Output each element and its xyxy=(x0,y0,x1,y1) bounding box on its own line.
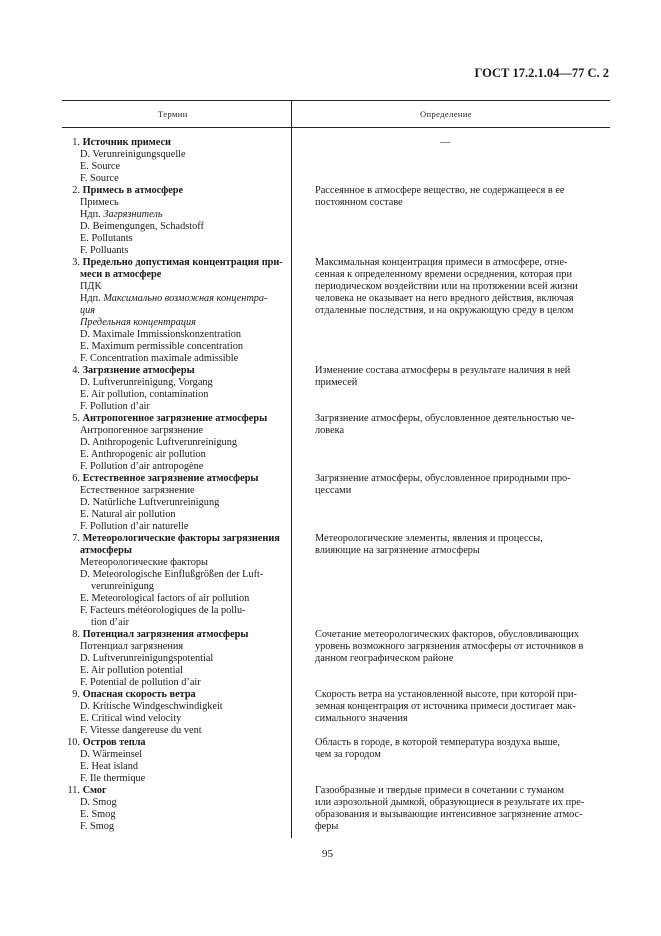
term-name-line xyxy=(66,473,286,485)
term-variant-line xyxy=(66,173,286,185)
term-definition xyxy=(315,533,599,557)
term-variant-line xyxy=(66,305,286,317)
term-name: Естественное загрязнение атмосферы xyxy=(82,473,259,484)
definition-line: чем за городом xyxy=(315,749,381,760)
term-name: Примесь в атмосфере xyxy=(82,185,184,196)
column-header-term: Термин xyxy=(158,109,188,119)
term-variant-line xyxy=(66,761,286,773)
term-variant: F. Ile thermique xyxy=(80,773,146,784)
term-number: 11. xyxy=(67,785,80,796)
definition-line: примесей xyxy=(315,377,358,388)
term-variant: F. Concentration maximale admissible xyxy=(80,353,239,364)
definition-line: влияющие на загрязнение атмосферы xyxy=(315,545,480,556)
definition-line: Максимальная концентрация примеси в атмосфере, отне- xyxy=(315,257,568,268)
term-variant-line xyxy=(66,377,286,389)
term-number: 3. xyxy=(72,257,80,268)
term-name: Смог xyxy=(82,785,107,796)
term-variant-line xyxy=(66,233,286,245)
term-number: 6. xyxy=(72,473,80,484)
term-variant: E. Anthropogenic air pollution xyxy=(80,449,206,460)
term-name: Загрязнение атмосферы xyxy=(82,365,195,376)
term-variant: D. Meteorologische Einflußgrößen der Luft- xyxy=(80,569,264,580)
term-variant: F. Smog xyxy=(80,821,115,832)
definition-line: феры xyxy=(315,821,339,832)
term-definition xyxy=(315,473,599,497)
term-variant-line xyxy=(66,437,286,449)
column-header-definition: Определение xyxy=(420,109,472,119)
term-entry xyxy=(66,137,286,185)
term-variant: Потенциал загрязнения xyxy=(80,641,184,652)
empty-definition-dash: — xyxy=(440,137,451,148)
definition-line: земная концентрация от источника примеси достигает мак- xyxy=(315,701,576,712)
term-variant-line xyxy=(66,221,286,233)
definition-line: Газообразные и твердые примеси в сочетании с туманом xyxy=(315,785,565,796)
term-name: Предельно допустимая концентрация при- xyxy=(82,257,283,268)
table-top-rule xyxy=(62,100,610,101)
definition-line: Рассеянное в атмосфере вещество, не содержащееся в ее xyxy=(315,185,565,196)
term-variant-line xyxy=(66,725,286,737)
term-variant-line xyxy=(66,797,286,809)
term-variant-line xyxy=(66,329,286,341)
term-variant: F. Pollution d’air xyxy=(80,401,150,412)
term-variant-line xyxy=(66,317,286,329)
term-number: 10. xyxy=(67,737,80,748)
term-variant-line xyxy=(66,209,286,221)
term-entry xyxy=(66,185,286,257)
definition-line: цессами xyxy=(315,485,352,496)
term-variant: E. Source xyxy=(80,161,121,172)
term-variant-line xyxy=(66,641,286,653)
document-code-header: ГОСТ 17.2.1.04—77 С. 2 xyxy=(474,66,609,80)
term-variant: D. Smog xyxy=(80,797,117,808)
term-number: 9. xyxy=(72,689,80,700)
term-variant-line xyxy=(66,425,286,437)
term-variant-line xyxy=(66,701,286,713)
term-variant: D. Kritische Windgeschwindigkeit xyxy=(80,701,223,712)
term-variant-line xyxy=(66,773,286,785)
term-variant-line xyxy=(66,293,286,305)
term-name-line xyxy=(66,785,286,797)
term-name-line xyxy=(66,257,286,269)
term-name: Антропогенное загрязнение атмосферы xyxy=(82,413,268,424)
term-variant: tion d’air xyxy=(91,617,130,628)
term-variant: F. Pollution d’air naturelle xyxy=(80,521,189,532)
table-header-rule xyxy=(62,127,610,128)
term-number: 4. xyxy=(72,365,80,376)
term-variant: verunreinigung xyxy=(91,581,154,592)
term-variant: E. Maximum permissible concentration xyxy=(80,341,243,352)
term-variant-line xyxy=(66,389,286,401)
term-name: Источник примеси xyxy=(82,137,171,148)
term-definition xyxy=(315,257,599,317)
term-variant: E. Air pollution potential xyxy=(80,665,183,676)
term-name-line xyxy=(66,137,286,149)
term-variant: E. Natural air pollution xyxy=(80,509,176,520)
definition-line: уровень возможного загрязнения атмосферы от источников в xyxy=(315,641,584,652)
term-definition xyxy=(315,737,599,761)
term-entry xyxy=(66,629,286,689)
term-variant-line xyxy=(66,749,286,761)
term-name: Остров тепла xyxy=(82,737,146,748)
term-variant: E. Meteorological factors of air pollution xyxy=(80,593,250,604)
term-name-line xyxy=(66,533,286,545)
term-entry xyxy=(66,737,286,785)
term-variant: E. Heat island xyxy=(80,761,139,772)
definition-line: сенная к определенному времени осреднения, которая при xyxy=(315,269,572,280)
term-variant: Загрязнитель xyxy=(103,209,163,220)
definition-line: человека не оказывает на него вредного действия, включая xyxy=(315,293,574,304)
term-variant-line xyxy=(66,149,286,161)
term-variant: Метеорологические факторы xyxy=(80,557,208,568)
term-variant-line xyxy=(66,461,286,473)
term-entry xyxy=(66,533,286,629)
definition-line: постоянном составе xyxy=(315,197,403,208)
definition-line: Скорость ветра на установленной высоте, при которой при- xyxy=(315,689,577,700)
term-variant-line xyxy=(66,509,286,521)
term-variant: E. Smog xyxy=(80,809,116,820)
term-variant: D. Luftverunreinigungspotential xyxy=(80,653,214,664)
definition-line: Метеорологические элементы, явления и процессы, xyxy=(315,533,543,544)
term-number: 8. xyxy=(72,629,80,640)
term-variant-line xyxy=(66,821,286,833)
term-variant: Антропогенное загрязнение xyxy=(80,425,204,436)
term-variant: D. Beimengungen, Schadstoff xyxy=(80,221,204,232)
term-variant-line xyxy=(66,281,286,293)
term-variant-line xyxy=(66,665,286,677)
term-definition xyxy=(315,185,599,209)
term-variant: ция xyxy=(80,305,96,316)
term-variant-line xyxy=(66,581,286,593)
term-variant: Примесь xyxy=(80,197,119,208)
term-number: 7. xyxy=(72,533,80,544)
term-name: Метеорологические факторы загрязнения xyxy=(82,533,280,544)
definition-line: Область в городе, в которой температура воздуха выше, xyxy=(315,737,560,748)
definition-line: симального значения xyxy=(315,713,408,724)
term-variant-line xyxy=(66,593,286,605)
term-variant: D. Maximale Immissionskonzentration xyxy=(80,329,242,340)
term-name-line xyxy=(66,269,286,281)
term-definition xyxy=(315,413,599,437)
term-variant: E. Pollutants xyxy=(80,233,133,244)
term-variant-line xyxy=(66,809,286,821)
term-variant: Предельная концентрация xyxy=(80,317,196,328)
term-entry xyxy=(66,473,286,533)
definition-line: ловека xyxy=(315,425,345,436)
term-variant: D. Verunreinigungsquelle xyxy=(80,149,186,160)
definition-line: Изменение состава атмосферы в результате наличия в ней xyxy=(315,365,571,376)
term-variant-line xyxy=(66,713,286,725)
term-variant: Естественное загрязнение xyxy=(80,485,195,496)
term-variant: D. Wärmeinsel xyxy=(80,749,143,760)
term-variant: D. Luftverunreinigung, Vorgang xyxy=(80,377,213,388)
term-entry xyxy=(66,689,286,737)
term-variant: Максимально возможная концентра- xyxy=(103,293,268,304)
definition-line: Загрязнение атмосферы, обусловленное природными про- xyxy=(315,473,571,484)
term-variant: E. Air pollution, contamination xyxy=(80,389,209,400)
term-entry xyxy=(66,257,286,365)
term-variant-line xyxy=(66,485,286,497)
term-variant: F. Vitesse dangereuse du vent xyxy=(80,725,202,736)
term-name: Опасная скорость ветра xyxy=(82,689,196,700)
term-name-line xyxy=(66,545,286,557)
term-definition xyxy=(315,629,599,665)
column-divider xyxy=(291,100,292,838)
definition-line: данном географическом районе xyxy=(315,653,454,664)
term-name-line xyxy=(66,689,286,701)
term-variant: F. Potential de pollution d’air xyxy=(80,677,201,688)
definition-line: или аэрозольной дымкой, образующиеся в результате их пре- xyxy=(315,797,585,808)
term-variant-line xyxy=(66,497,286,509)
term-variant-line xyxy=(66,401,286,413)
definition-line: периодическом воздействии или на протяжении всей жизни xyxy=(315,281,578,292)
term-variant: D. Natürliche Luftverunreinigung xyxy=(80,497,220,508)
term-name-line xyxy=(66,413,286,425)
deprecated-prefix: Ндп. xyxy=(80,209,101,220)
term-number: 1. xyxy=(72,137,80,148)
definition-line: образования и вызывающие интенсивное загрязнение атмос- xyxy=(315,809,583,820)
deprecated-prefix: Ндп. xyxy=(80,293,101,304)
term-name-line xyxy=(66,365,286,377)
term-variant-line xyxy=(66,605,286,617)
term-name: атмосферы xyxy=(80,545,132,556)
term-variant-line xyxy=(66,449,286,461)
term-number: 2. xyxy=(72,185,80,196)
term-variant-line xyxy=(66,569,286,581)
term-variant: F. Pollution d’air antropogène xyxy=(80,461,204,472)
term-variant-line xyxy=(66,677,286,689)
definition-line: Сочетание метеорологических факторов, обусловливающих xyxy=(315,629,580,640)
term-variant-line xyxy=(66,341,286,353)
term-name-line xyxy=(66,629,286,641)
term-entry xyxy=(66,365,286,413)
term-variant: F. Polluants xyxy=(80,245,129,256)
term-variant-line xyxy=(66,245,286,257)
term-variant: F. Facteurs météorologiques de la pollu- xyxy=(80,605,246,616)
term-variant-line xyxy=(66,653,286,665)
term-variant: E. Critical wind velocity xyxy=(80,713,182,724)
term-name-line xyxy=(66,737,286,749)
term-definition xyxy=(315,365,599,389)
term-name-line xyxy=(66,185,286,197)
term-variant-line xyxy=(66,353,286,365)
term-variant-line xyxy=(66,521,286,533)
term-variant-line xyxy=(66,557,286,569)
term-variant-line xyxy=(66,197,286,209)
term-name: Потенциал загрязнения атмосферы xyxy=(82,629,249,640)
term-entry xyxy=(66,785,286,833)
term-variant-line xyxy=(66,617,286,629)
definition-line: отдаленные последствия, и на окружающую среду в целом xyxy=(315,305,574,316)
term-variant: ПДК xyxy=(80,281,102,292)
term-variant: D. Anthropogenic Luftverunreinigung xyxy=(80,437,237,448)
term-name: меси в атмосфере xyxy=(80,269,162,280)
term-definition xyxy=(315,689,599,725)
term-entry xyxy=(66,413,286,473)
term-definition xyxy=(315,785,599,833)
term-variant-line xyxy=(66,161,286,173)
page-number: 95 xyxy=(322,848,333,860)
definition-line: Загрязнение атмосферы, обусловленное деятельностью че- xyxy=(315,413,575,424)
term-number: 5. xyxy=(72,413,80,424)
term-variant: F. Source xyxy=(80,173,119,184)
